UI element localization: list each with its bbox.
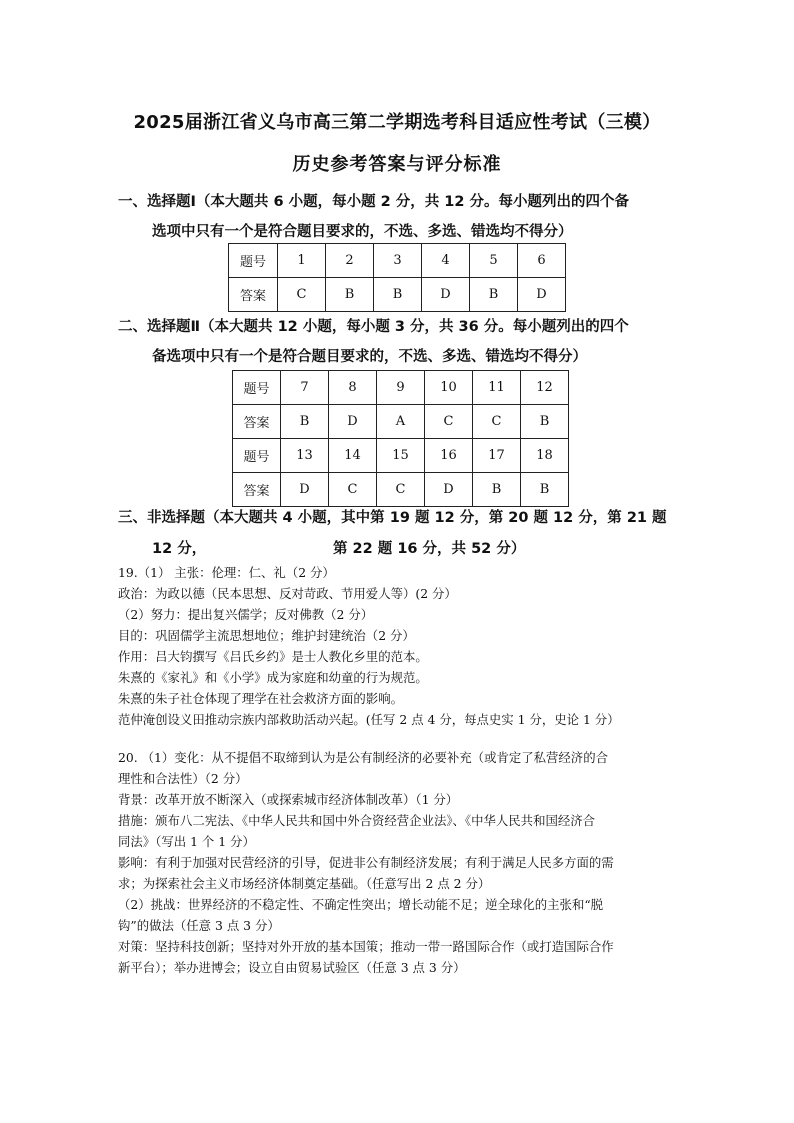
section3-heading-line2a: 12 分， — [152, 541, 207, 557]
answer-line: 背景：改革开放不断深入（或探索城市经济体制改革）（1 分） — [118, 792, 459, 807]
table-cell: C — [278, 278, 326, 312]
table-cell: 13 — [281, 439, 329, 473]
answer-line: 措施：颁布八二宪法、《中华人民共和国中外合资经营企业法》、《中华人民共和国经济合 — [118, 813, 596, 828]
answer-line: 范仲淹创设义田推动宗族内部救助活动兴起。(任写 2 点 4 分，每点史实 1 分，史论 1 分） — [118, 712, 620, 727]
table-row — [233, 473, 569, 507]
table-cell: 4 — [422, 244, 470, 278]
answer-line: （2）努力：提出复兴儒学；反对佛教（2 分） — [118, 607, 374, 622]
answer-line: 朱熹的《家礼》和《小学》成为家庭和幼童的行为规范。 — [118, 670, 428, 685]
table-cell: 1 — [278, 244, 326, 278]
section2-heading-line1: 二、选择题Ⅱ（本大题共 12 小题，每小题 3 分，共 36 分。每小题列出的四个 — [118, 319, 629, 335]
table-cell: D — [329, 405, 377, 439]
answer-line: （2）挑战：世界经济的不稳定性、不确定性突出；增长动能不足；逆全球化的主张和“脱 — [118, 897, 604, 912]
answer-line: 对策：坚持科技创新；坚持对外开放的基本国策；推动一带一路国际合作（或打造国际合作 — [118, 939, 614, 954]
table-cell: 3 — [374, 244, 422, 278]
answer-line: 钩”的做法（任意 3 点 3 分） — [118, 918, 280, 933]
table-cell: B — [521, 473, 569, 507]
table-cell: D — [425, 473, 473, 507]
answer-line: 求；为探索社会主义市场经济体制奠定基础。（任意写出 2 点 2 分） — [118, 876, 491, 891]
table-cell: C — [473, 405, 521, 439]
table-cell: C — [425, 405, 473, 439]
table-cell: B — [281, 405, 329, 439]
table-cell: B — [326, 278, 374, 312]
table-cell: C — [377, 473, 425, 507]
table-cell: D — [281, 473, 329, 507]
answer-line: 朱熹的朱子社仓体现了理学在社会救济方面的影响。 — [118, 691, 403, 706]
table-row — [233, 439, 569, 473]
section3-heading-line2b: 第 22 题 16 分，共 52 分） — [333, 541, 526, 557]
table-cell: 6 — [518, 244, 566, 278]
answer-line: 20. （1）变化：从不提倡不取缔到认为是公有制经济的必要补充（或肯定了私营经济的合 — [118, 750, 608, 765]
table-cell-label: 题号 — [233, 371, 281, 405]
exam-subtitle: 历史参考答案与评分标准 — [292, 154, 502, 175]
section1-heading-line1: 一、选择题Ⅰ（本大题共 6 小题，每小题 2 分，共 12 分。每小题列出的四个备 — [118, 194, 630, 210]
table-cell: B — [473, 473, 521, 507]
section3-heading-line1: 三、非选择题（本大题共 4 小题，其中第 19 题 12 分，第 20 题 12 分，第 21 题 — [118, 510, 667, 526]
table-cell: B — [374, 278, 422, 312]
table-cell: 12 — [521, 371, 569, 405]
answer-table-2 — [232, 370, 569, 507]
table-row — [233, 371, 569, 405]
table-cell: A — [377, 405, 425, 439]
table-cell: 8 — [329, 371, 377, 405]
answer-line: 影响：有利于加强对民营经济的引导，促进非公有制经济发展；有利于满足人民多方面的需 — [118, 855, 614, 870]
table-cell-label: 答案 — [229, 278, 278, 312]
table-row — [233, 405, 569, 439]
answer-line: 政治：为政以德（民本思想、反对苛政、节用爱人等）(2 分） — [118, 586, 457, 601]
table-cell: 14 — [329, 439, 377, 473]
table-row — [229, 244, 566, 278]
answer-line: 目的：巩固儒学主流思想地位；维护封建统治（2 分） — [118, 628, 415, 643]
table-cell: 18 — [521, 439, 569, 473]
table-cell-label: 题号 — [233, 439, 281, 473]
table-cell: D — [518, 278, 566, 312]
question-19-answer — [118, 562, 688, 730]
table-cell: 5 — [470, 244, 518, 278]
answer-line: 19.（1） 主张：伦理：仁、礼（2 分） — [118, 565, 335, 580]
table-cell: 9 — [377, 371, 425, 405]
table-row — [229, 278, 566, 312]
table-cell: 11 — [473, 371, 521, 405]
table-cell: B — [521, 405, 569, 439]
answer-line: 新平台）；举办进博会；设立自由贸易试验区（任意 3 点 3 分） — [118, 960, 466, 975]
table-cell-label: 题号 — [229, 244, 278, 278]
answer-line: 理性和合法性）（2 分） — [118, 771, 248, 786]
table-cell: 15 — [377, 439, 425, 473]
table-cell: 16 — [425, 439, 473, 473]
table-cell: 2 — [326, 244, 374, 278]
answer-table-1 — [228, 243, 566, 312]
table-cell: 7 — [281, 371, 329, 405]
exam-title: 2025届浙江省义乌市高三第二学期选考科目适应性考试（三模） — [133, 112, 661, 133]
answer-line: 作用：吕大钧撰写《吕氏乡约》是士人教化乡里的范本。 — [118, 649, 428, 664]
answer-line: 同法》（写出 1 个 1 分） — [118, 834, 255, 849]
section2-heading-line2: 备选项中只有一个是符合题目要求的，不选、多选、错选均不得分） — [152, 349, 587, 365]
table-cell-label: 答案 — [233, 473, 281, 507]
table-cell-label: 答案 — [233, 405, 281, 439]
section1-heading-line2: 选项中只有一个是符合题目要求的，不选、多选、错选均不得分） — [152, 224, 573, 240]
question-20-answer — [118, 747, 688, 978]
table-cell: 10 — [425, 371, 473, 405]
table-cell: C — [329, 473, 377, 507]
table-cell: D — [422, 278, 470, 312]
table-cell: B — [470, 278, 518, 312]
table-cell: 17 — [473, 439, 521, 473]
